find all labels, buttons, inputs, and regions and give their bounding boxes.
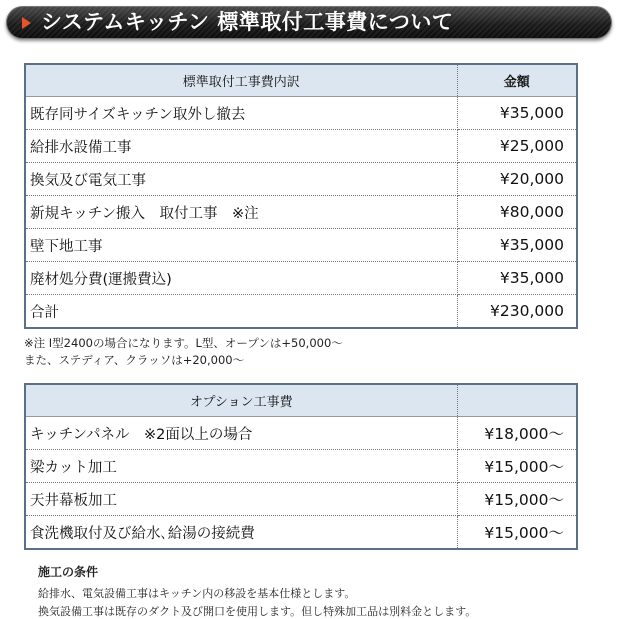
table-header-row	[25, 384, 577, 417]
table-row	[25, 196, 577, 229]
row-item: 壁下地工事	[25, 229, 457, 262]
page-title: システムキッチン 標準取付工事費について	[41, 10, 454, 34]
row-item: 食洗機取付及び給水､給湯の接続費	[25, 516, 457, 550]
footnote: また、ステディア、クラッソは+20,000～	[24, 353, 245, 367]
row-item: 梁カット加工	[25, 450, 457, 483]
row-item: 新規キッチン搬入 取付工事 ※注	[25, 196, 457, 229]
table-header-row	[25, 64, 577, 97]
total-row	[25, 295, 577, 329]
conditions-line: 換気設備工事は既存のダクト及び開口を使用します。但し特殊加工品は別料金とします。	[38, 605, 477, 618]
total-label: 合計	[25, 295, 457, 329]
arrow-right-icon	[22, 17, 31, 29]
total-amount: ¥230,000	[490, 302, 564, 320]
footnote: ※注 I型2400の場合になります。L型、オープンは+50,000～	[24, 336, 343, 350]
section-header	[6, 6, 612, 39]
table-row	[25, 483, 577, 516]
row-item: 給排水設備工事	[25, 130, 457, 163]
column-header-item: 標準取付工事費内訳	[25, 64, 457, 97]
column-header-amount	[457, 384, 577, 417]
option-fee-table	[24, 383, 578, 550]
table-row	[25, 229, 577, 262]
table-row	[25, 450, 577, 483]
table-row	[25, 262, 577, 295]
row-amount: ¥80,000	[457, 196, 577, 229]
table-row	[25, 417, 577, 450]
row-amount: ¥15,000～	[457, 450, 577, 483]
table-row	[25, 130, 577, 163]
conditions-title: 施工の条件	[38, 565, 99, 579]
row-amount: ¥18,000～	[457, 417, 577, 450]
row-item: 既存同サイズキッチン取外し撤去	[25, 97, 457, 130]
row-amount: ¥15,000～	[484, 524, 564, 542]
row-amount: ¥35,000	[457, 97, 577, 130]
table-row	[25, 163, 577, 196]
row-item: 天井幕板加工	[25, 483, 457, 516]
standard-fee-table	[24, 63, 578, 329]
row-amount: ¥35,000	[457, 262, 577, 295]
column-header-amount: 金額	[457, 64, 577, 97]
row-item: 換気及び電気工事	[25, 163, 457, 196]
row-amount: ¥20,000	[457, 163, 577, 196]
table-row	[25, 516, 577, 550]
conditions-line: 給排水、電気設備工事はキッチン内の移設を基本仕様とします。	[38, 587, 356, 600]
table-row	[25, 97, 577, 130]
row-item: キッチンパネル ※2面以上の場合	[25, 417, 457, 450]
row-amount: ¥25,000	[457, 130, 577, 163]
column-header-item: オプション工事費	[25, 384, 457, 417]
row-item: 廃材処分費(運搬費込)	[25, 262, 457, 295]
row-amount: ¥35,000	[457, 229, 577, 262]
row-amount: ¥15,000～	[457, 483, 577, 516]
